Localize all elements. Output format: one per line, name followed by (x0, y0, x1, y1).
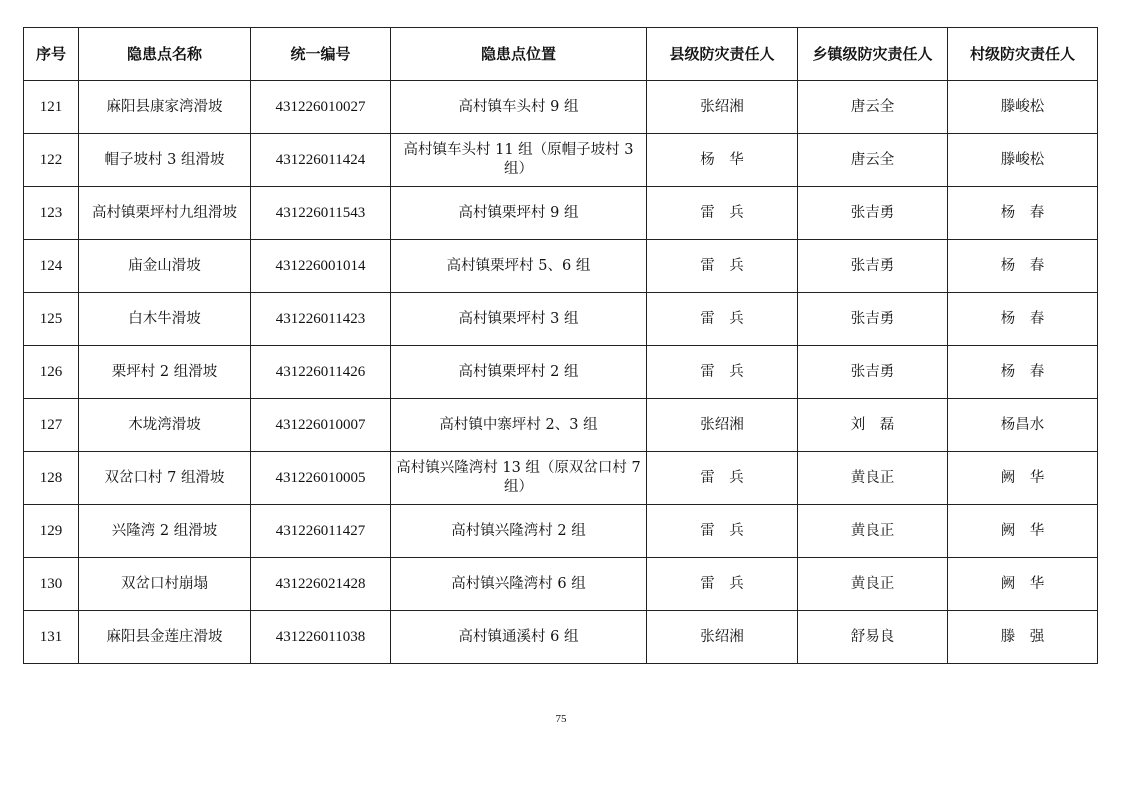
header-village-responsible: 村级防灾责任人 (948, 28, 1098, 81)
cell-unified-code: 431226011427 (251, 505, 391, 558)
cell-township-responsible: 张吉勇 (798, 240, 948, 293)
cell-county-responsible: 雷 兵 (647, 293, 798, 346)
cell-hazard-name: 麻阳县康家湾滑坡 (79, 81, 251, 134)
cell-unified-code: 431226010007 (251, 399, 391, 452)
table-row (24, 505, 1098, 558)
cell-index: 127 (24, 399, 79, 452)
cell-index: 129 (24, 505, 79, 558)
cell-village-responsible: 阙 华 (948, 452, 1098, 505)
cell-county-responsible: 张绍湘 (647, 81, 798, 134)
cell-township-responsible: 唐云全 (798, 81, 948, 134)
table-row (24, 240, 1098, 293)
cell-location: 高村镇兴隆湾村 2 组 (391, 505, 647, 558)
cell-hazard-name: 木垅湾滑坡 (79, 399, 251, 452)
cell-county-responsible: 张绍湘 (647, 611, 798, 664)
cell-township-responsible: 唐云全 (798, 134, 948, 187)
cell-index: 123 (24, 187, 79, 240)
cell-index: 131 (24, 611, 79, 664)
table-header (24, 28, 1098, 81)
cell-village-responsible: 杨 春 (948, 187, 1098, 240)
cell-location: 高村镇通溪村 6 组 (391, 611, 647, 664)
cell-township-responsible: 张吉勇 (798, 346, 948, 399)
table-row (24, 134, 1098, 187)
table-row (24, 399, 1098, 452)
header-township-responsible: 乡镇级防灾责任人 (798, 28, 948, 81)
cell-village-responsible: 杨 春 (948, 293, 1098, 346)
cell-unified-code: 431226011424 (251, 134, 391, 187)
table-row (24, 187, 1098, 240)
cell-hazard-name: 高村镇栗坪村九组滑坡 (79, 187, 251, 240)
cell-county-responsible: 张绍湘 (647, 399, 798, 452)
header-row (24, 28, 1098, 81)
cell-unified-code: 431226011423 (251, 293, 391, 346)
cell-unified-code: 431226010027 (251, 81, 391, 134)
cell-location: 高村镇兴隆湾村 13 组（原双岔口村 7 组） (391, 452, 647, 505)
cell-county-responsible: 雷 兵 (647, 346, 798, 399)
table-row (24, 558, 1098, 611)
cell-index: 122 (24, 134, 79, 187)
cell-unified-code: 431226011543 (251, 187, 391, 240)
cell-index: 125 (24, 293, 79, 346)
cell-village-responsible: 杨 春 (948, 346, 1098, 399)
cell-unified-code: 431226021428 (251, 558, 391, 611)
table-row (24, 346, 1098, 399)
cell-unified-code: 431226011038 (251, 611, 391, 664)
cell-location: 高村镇栗坪村 2 组 (391, 346, 647, 399)
cell-location: 高村镇栗坪村 9 组 (391, 187, 647, 240)
cell-township-responsible: 张吉勇 (798, 293, 948, 346)
header-location: 隐患点位置 (391, 28, 647, 81)
cell-location: 高村镇车头村 11 组（原帽子坡村 3 组） (391, 134, 647, 187)
cell-location: 高村镇车头村 9 组 (391, 81, 647, 134)
page-number: 75 (555, 713, 567, 725)
cell-township-responsible: 黄良正 (798, 505, 948, 558)
table-row (24, 452, 1098, 505)
cell-township-responsible: 张吉勇 (798, 187, 948, 240)
cell-village-responsible: 滕峻松 (948, 134, 1098, 187)
cell-location: 高村镇兴隆湾村 6 组 (391, 558, 647, 611)
cell-hazard-name: 白木牛滑坡 (79, 293, 251, 346)
cell-hazard-name: 庙金山滑坡 (79, 240, 251, 293)
cell-index: 121 (24, 81, 79, 134)
cell-hazard-name: 双岔口村 7 组滑坡 (79, 452, 251, 505)
cell-township-responsible: 黄良正 (798, 558, 948, 611)
cell-hazard-name: 兴隆湾 2 组滑坡 (79, 505, 251, 558)
cell-index: 124 (24, 240, 79, 293)
cell-village-responsible: 滕峻松 (948, 81, 1098, 134)
cell-village-responsible: 阙 华 (948, 558, 1098, 611)
table-row (24, 611, 1098, 664)
cell-county-responsible: 雷 兵 (647, 452, 798, 505)
cell-hazard-name: 栗坪村 2 组滑坡 (79, 346, 251, 399)
cell-village-responsible: 阙 华 (948, 505, 1098, 558)
header-unified-code: 统一编号 (251, 28, 391, 81)
cell-county-responsible: 雷 兵 (647, 505, 798, 558)
cell-county-responsible: 雷 兵 (647, 240, 798, 293)
cell-index: 128 (24, 452, 79, 505)
cell-township-responsible: 黄良正 (798, 452, 948, 505)
cell-location: 高村镇栗坪村 3 组 (391, 293, 647, 346)
cell-county-responsible: 雷 兵 (647, 558, 798, 611)
table-body (24, 81, 1098, 664)
cell-unified-code: 431226011426 (251, 346, 391, 399)
cell-village-responsible: 杨昌水 (948, 399, 1098, 452)
cell-index: 126 (24, 346, 79, 399)
table-row (24, 293, 1098, 346)
cell-township-responsible: 舒易良 (798, 611, 948, 664)
header-index: 序号 (24, 28, 79, 81)
cell-index: 130 (24, 558, 79, 611)
header-county-responsible: 县级防灾责任人 (647, 28, 798, 81)
cell-hazard-name: 帽子坡村 3 组滑坡 (79, 134, 251, 187)
cell-village-responsible: 滕 强 (948, 611, 1098, 664)
cell-county-responsible: 杨 华 (647, 134, 798, 187)
cell-location: 高村镇中寨坪村 2、3 组 (391, 399, 647, 452)
cell-location: 高村镇栗坪村 5、6 组 (391, 240, 647, 293)
table-row (24, 81, 1098, 134)
cell-county-responsible: 雷 兵 (647, 187, 798, 240)
hazard-table (23, 27, 1098, 664)
cell-unified-code: 431226001014 (251, 240, 391, 293)
cell-hazard-name: 双岔口村崩塌 (79, 558, 251, 611)
header-hazard-name: 隐患点名称 (79, 28, 251, 81)
cell-unified-code: 431226010005 (251, 452, 391, 505)
cell-village-responsible: 杨 春 (948, 240, 1098, 293)
cell-hazard-name: 麻阳县金莲庄滑坡 (79, 611, 251, 664)
cell-township-responsible: 刘 磊 (798, 399, 948, 452)
